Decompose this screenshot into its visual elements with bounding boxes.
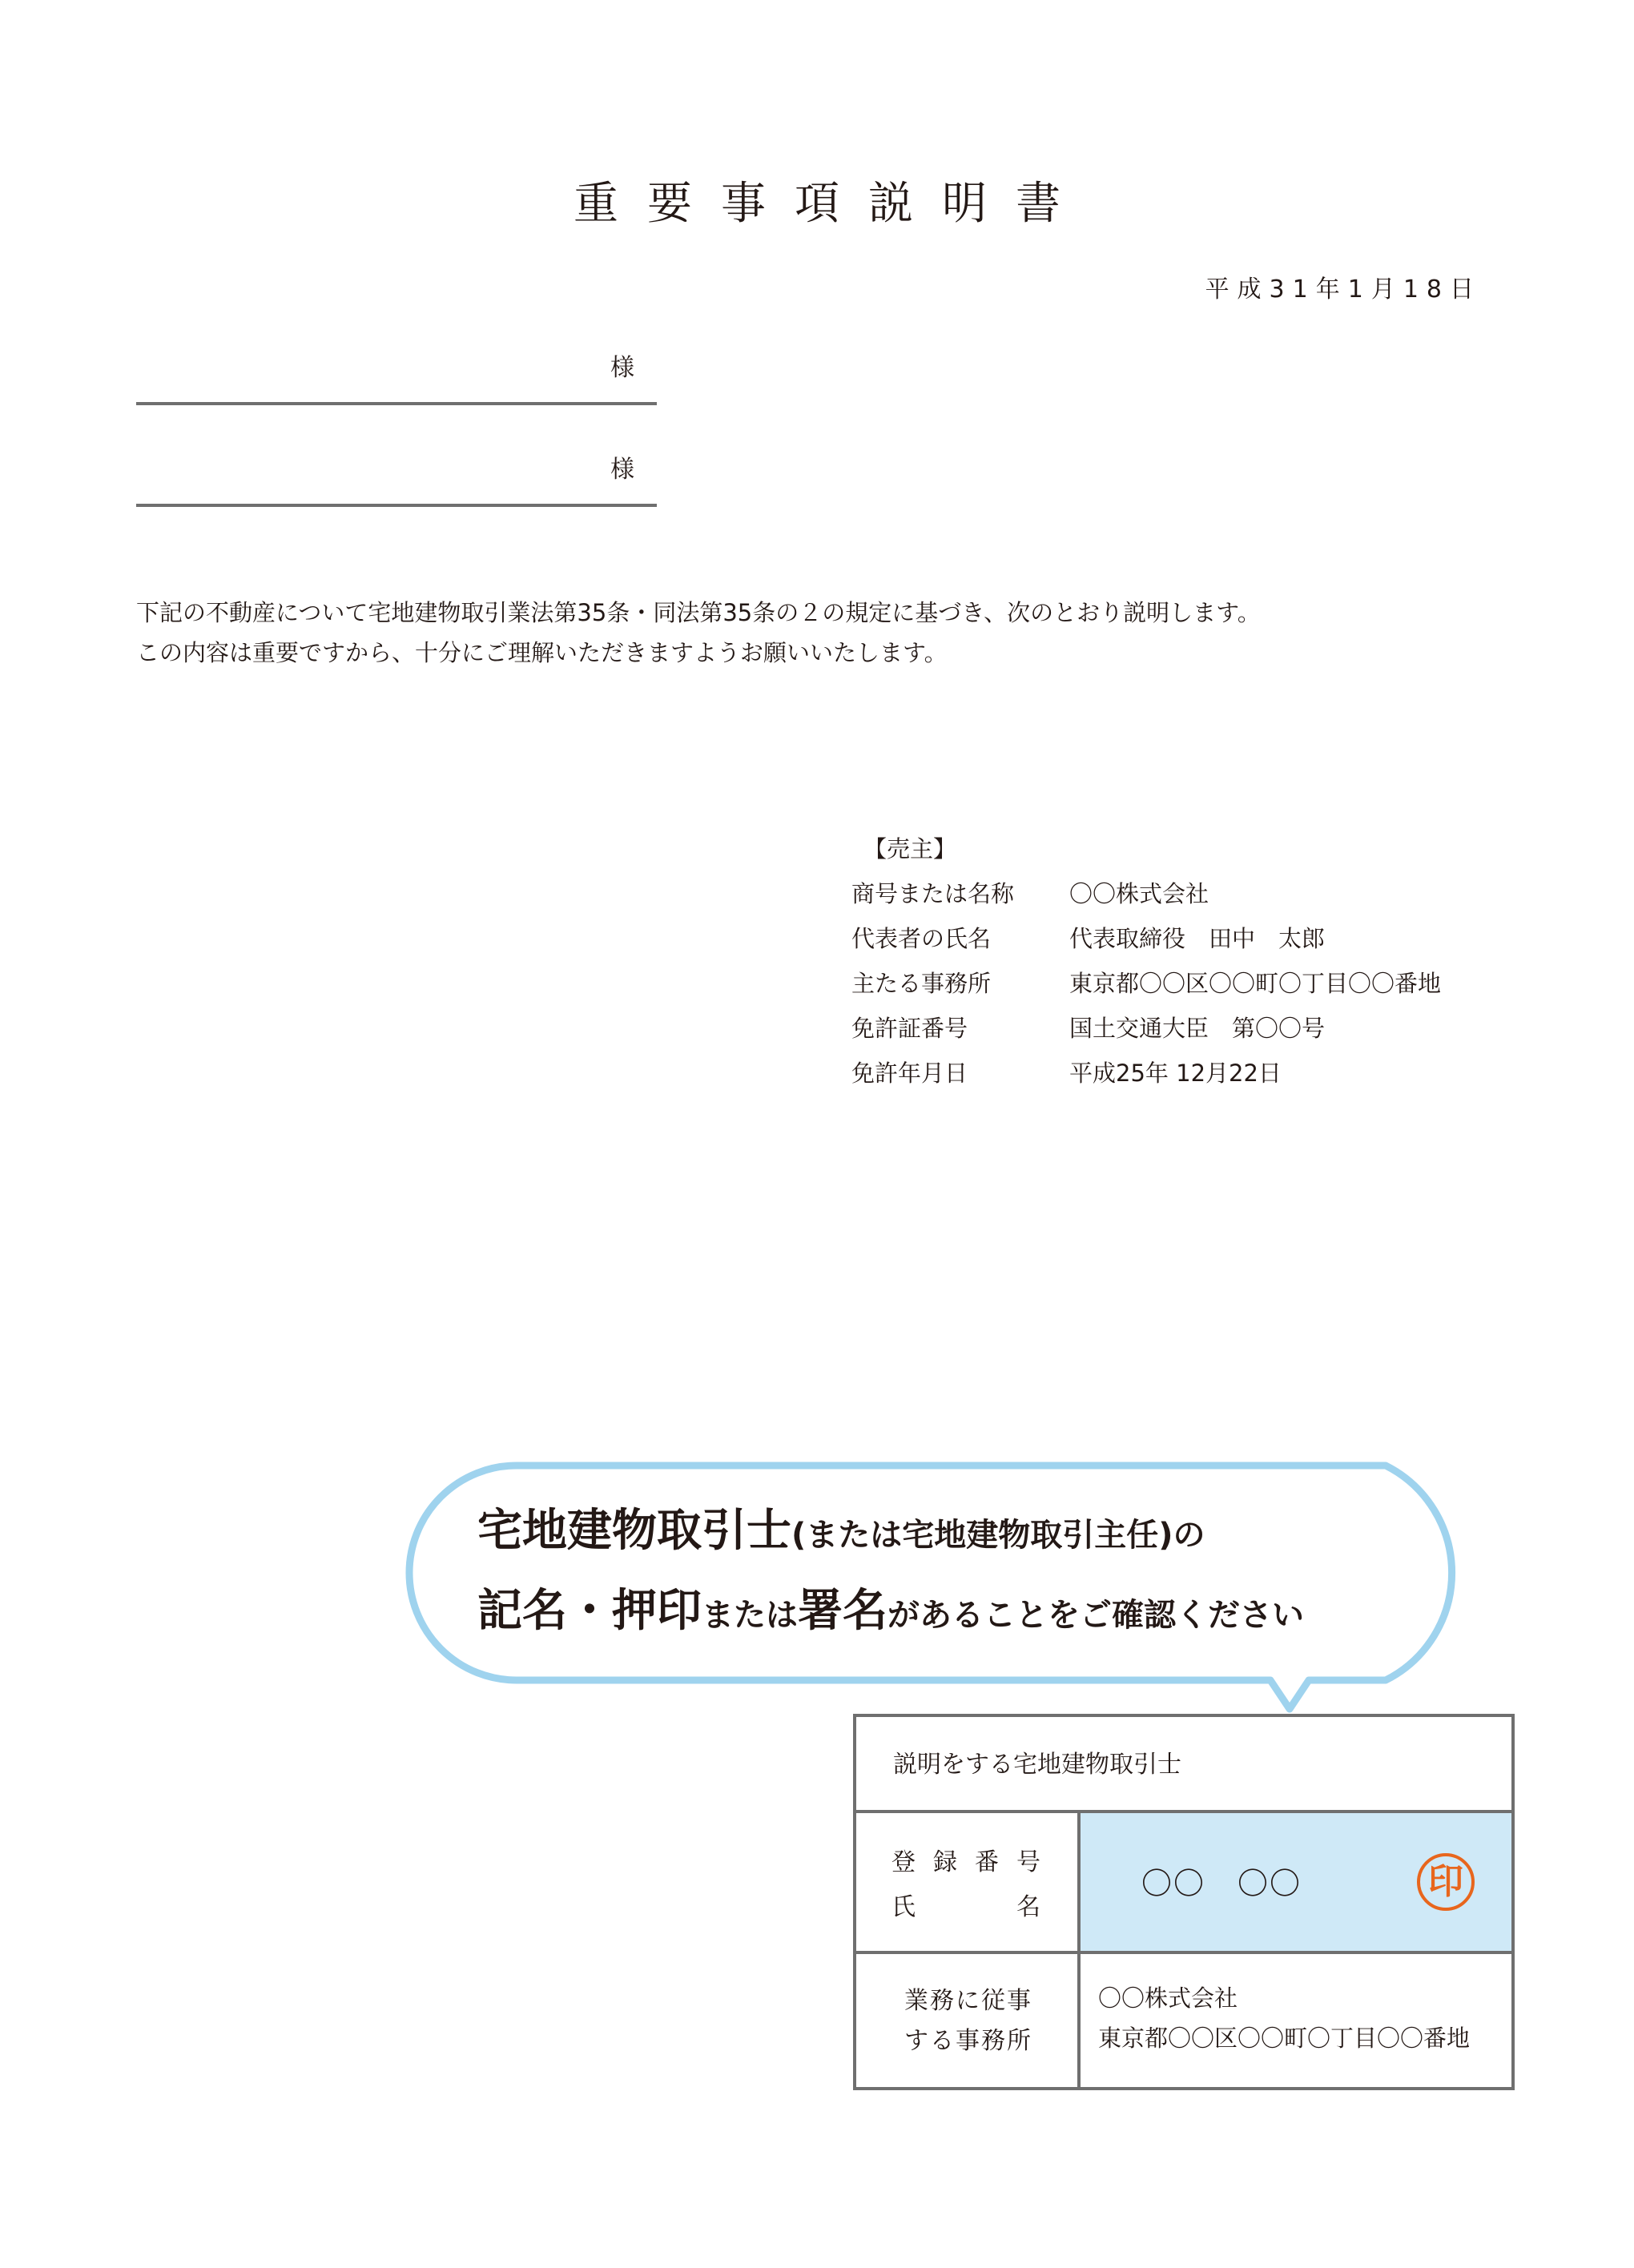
office-value-cell	[1081, 1954, 1511, 2087]
page-title: 重要事項説明書	[574, 178, 1089, 230]
office-label	[896, 1981, 1040, 2061]
intro-line-1: 下記の不動産について宅地建物取引業法第35条・同法第35条の２の規定に基づき、次のとおり説明します。	[136, 599, 1261, 626]
office-label-cell	[856, 1954, 1081, 2087]
seller-value: 東京都〇〇区〇〇町〇丁目〇〇番地	[1069, 970, 1442, 997]
seller-label: 主たる事務所	[851, 970, 992, 997]
registration-label-cell	[856, 1813, 1081, 1951]
seal-stamp-icon: 印	[1417, 1853, 1475, 1911]
recipient-honorific-1: 様	[610, 354, 634, 382]
recipient-honorific-2: 様	[610, 456, 634, 484]
office-label-line-1: 業務に従事	[904, 1987, 1032, 2015]
office-name: 〇〇株式会社	[1098, 1984, 1238, 2012]
agent-name-cell[interactable]	[1081, 1813, 1511, 1951]
seller-label: 免許年月日	[851, 1060, 968, 1087]
name-label-part-2: 名	[1016, 1893, 1040, 1921]
seller-value: 〇〇株式会社	[1069, 880, 1209, 907]
seller-value: 国土交通大臣 第〇〇号	[1069, 1015, 1326, 1042]
seller-value: 平成25年 12月22日	[1069, 1060, 1282, 1087]
document-date: 平成31年1月18日	[1205, 275, 1482, 304]
callout-text: があることをご確認ください	[887, 1597, 1304, 1634]
agent-name-row	[856, 1813, 1511, 1954]
agent-table-title: 説明をする宅地建物取引士	[893, 1751, 1181, 1779]
callout-text: (または宅地建物取引主任)の	[791, 1517, 1205, 1554]
seller-label: 代表者の氏名	[851, 925, 992, 952]
callout-text: または	[702, 1597, 798, 1634]
office-address: 東京都〇〇区〇〇町〇丁目〇〇番地	[1098, 2025, 1471, 2052]
callout-emphasis: 記名・押印	[477, 1585, 702, 1637]
agent-name: 〇〇 〇〇	[1141, 1866, 1302, 1901]
registration-number-label: 登録番号	[891, 1848, 1058, 1876]
office-label-line-2: する事務所	[904, 2027, 1032, 2055]
callout-emphasis: 署名	[798, 1585, 887, 1637]
office-details	[1098, 1978, 1470, 2058]
agent-table-header	[856, 1717, 1511, 1813]
callout-line-1	[477, 1499, 1205, 1574]
callout-emphasis: 宅地建物取引士	[477, 1505, 791, 1557]
seller-heading: 【売主】	[863, 835, 957, 863]
seller-label: 免許証番号	[851, 1015, 968, 1042]
agent-table	[853, 1714, 1515, 2090]
agent-office-row	[856, 1954, 1511, 2087]
callout-line-2	[477, 1579, 1304, 1654]
seller-value: 代表取締役 田中 太郎	[1069, 925, 1326, 952]
name-label-part-1: 氏	[891, 1893, 916, 1921]
seller-label: 商号または名称	[851, 880, 1015, 907]
intro-line-2: この内容は重要ですから、十分にご理解いただきますようお願いいたします。	[136, 639, 948, 666]
